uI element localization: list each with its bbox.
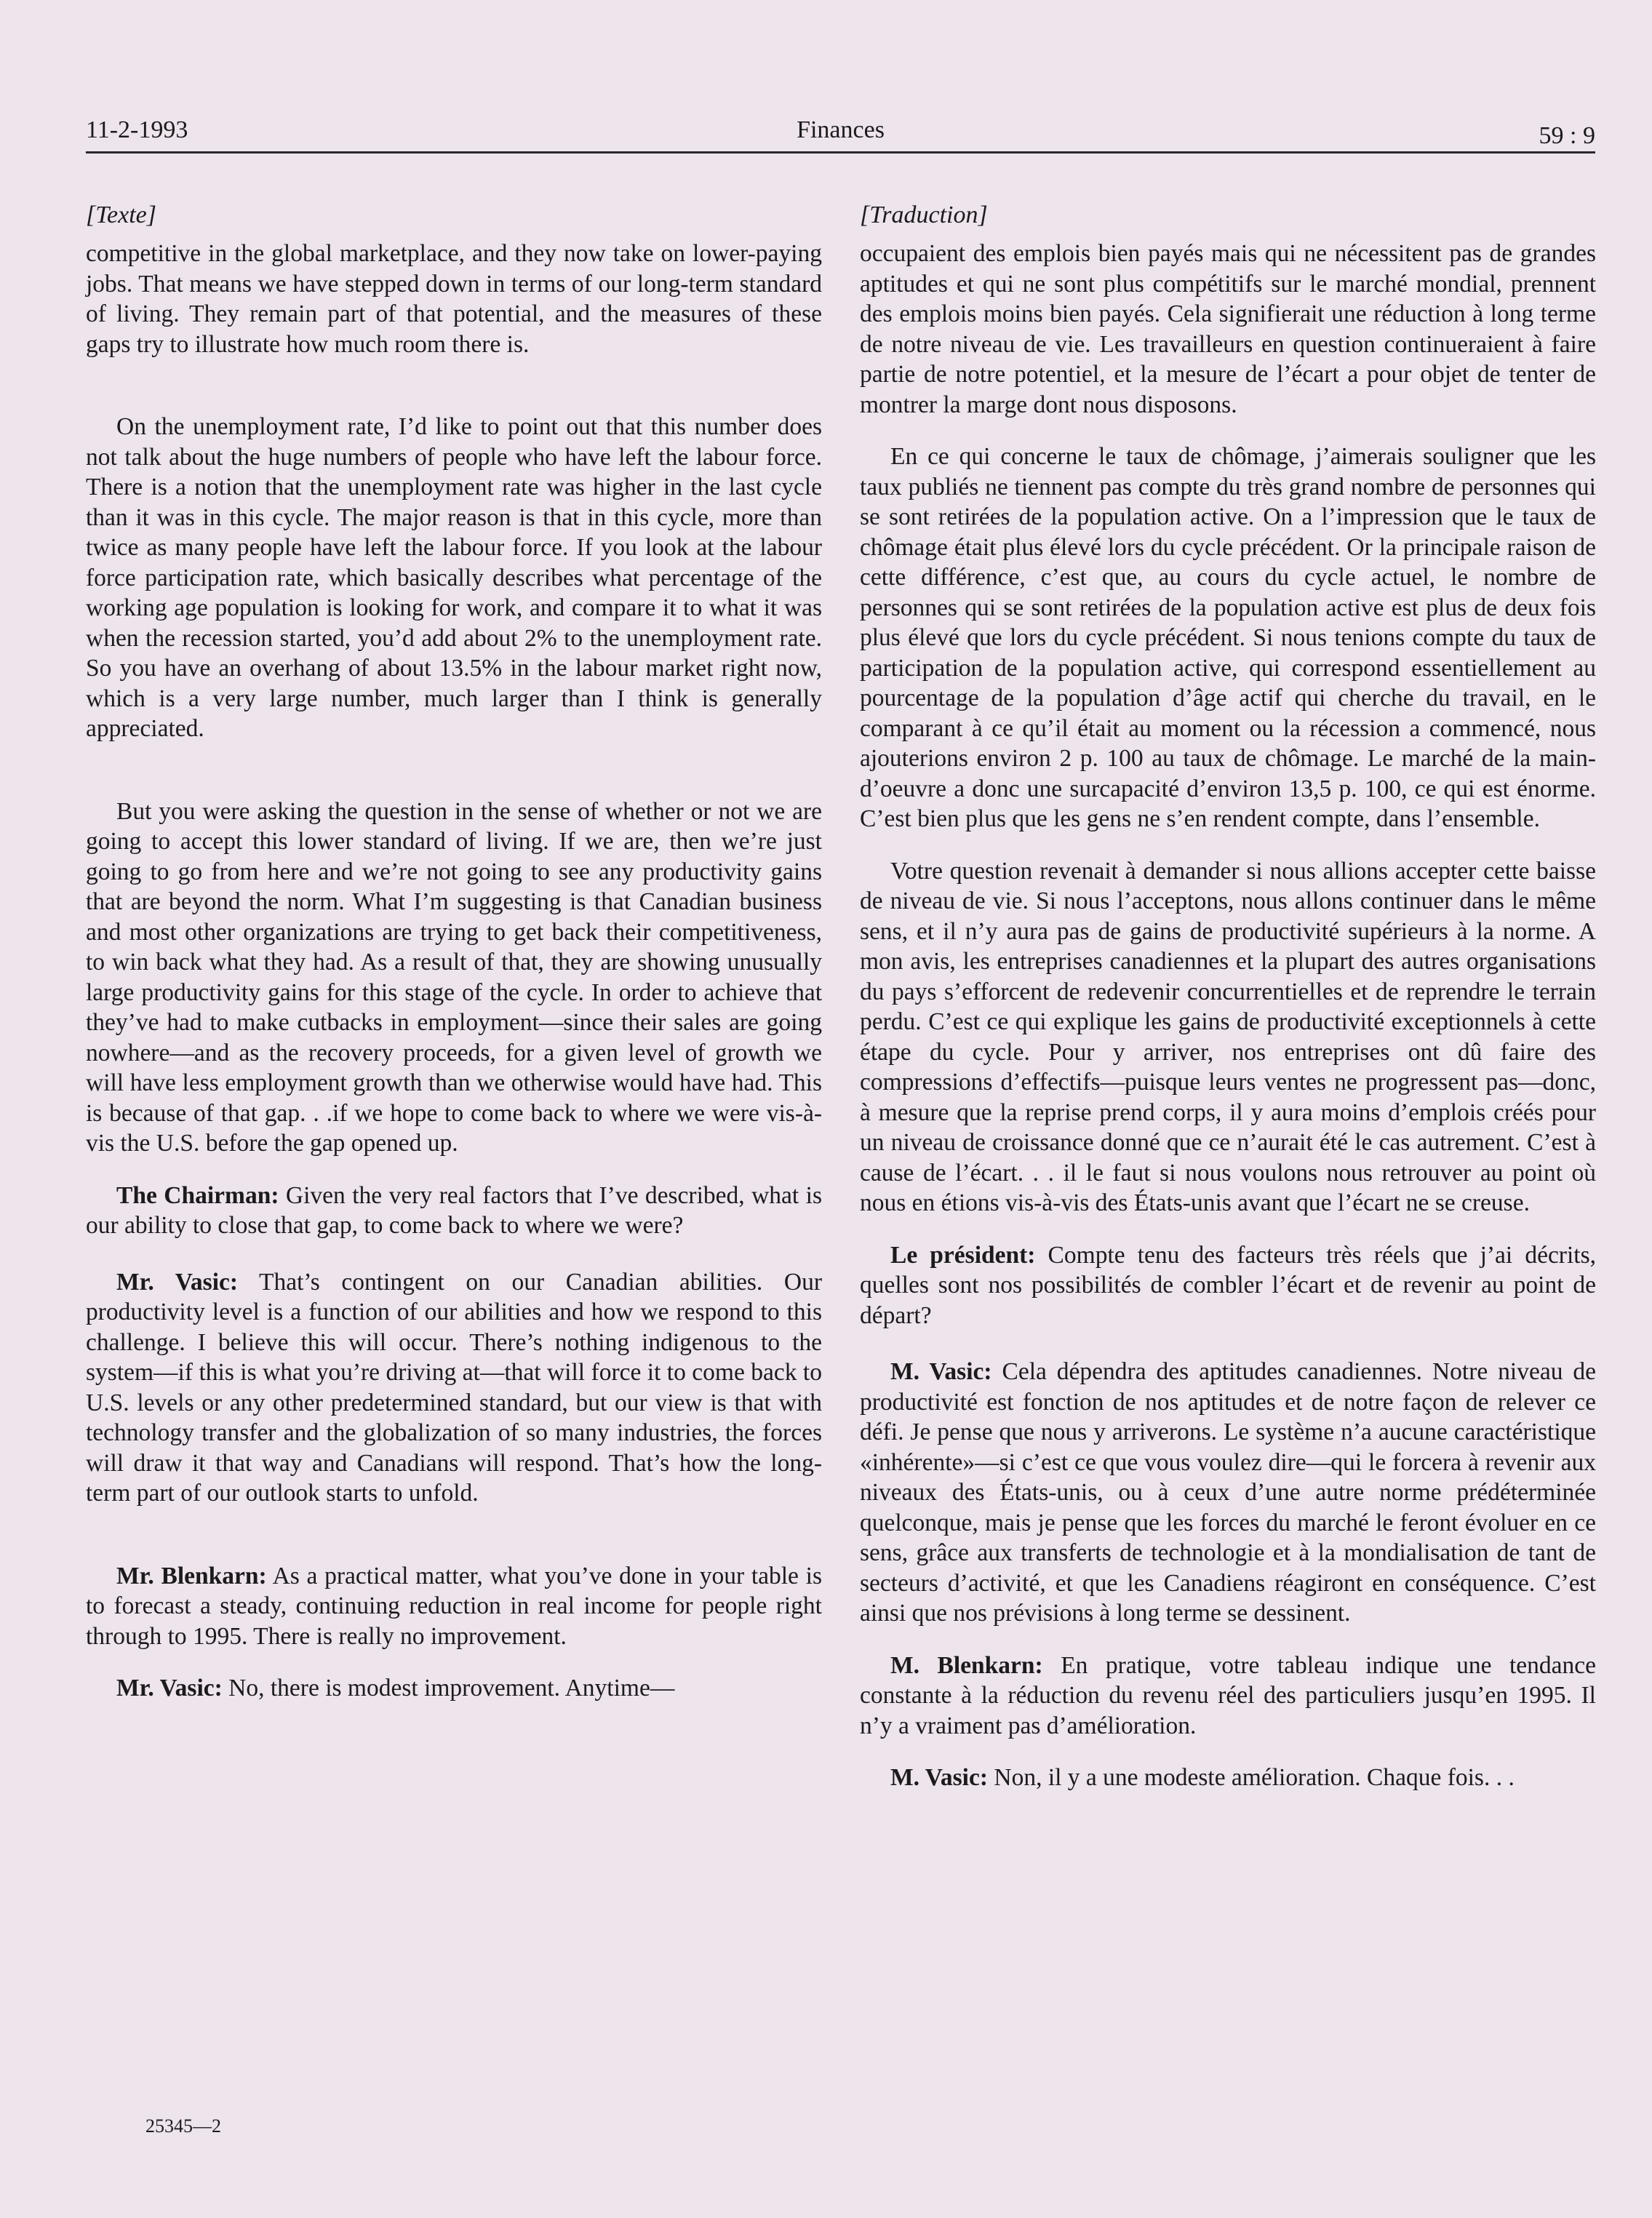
paragraph: But you were asking the question in the sense of whether or not we are going to accept this lower standard of living. If we are, then we’re just going to go from here and we’re not going to see any productivity gains that are beyond the norm. What I’m suggesting is that Canadian business and most other organizations are trying to get back their competitiveness, to win back what they had. As a result of that, they are showing unusually large productivity gains for this stage of the cycle. In order to achieve that they’ve had to make cutbacks in employment—since their sales are going nowhere—and as the recovery proceeds, for a given level of growth we will have less employment growth than we otherwise would have had. This is because of that gap. . .if we hope to come back to where we were vis-à-vis the U.S. before the gap opened up. (86, 797, 822, 1157)
speaker-paragraph (86, 1673, 822, 1704)
speaker-name: Mr. Vasic: (116, 1675, 223, 1702)
header-date: 11-2-1993 (86, 116, 188, 143)
speaker-name: M. Vasic: (890, 1358, 992, 1385)
paragraph: occupaient des emplois bien payés mais qui ne nécessitent pas de grandes aptitudes et qui ne sont plus compétitifs sur le marché mondial, prennent des emplois moins bien payés. Cela signifierait une réduction à long terme de notre niveau de vie. Les travailleurs en question continueraient à faire partie de notre potentiel, et la mesure de l’écart a pour objet de tenter de montrer la marge dont nous disposons. (860, 240, 1596, 418)
speech-text: Compte tenu des facteurs très réels que j’ai décrits, quelles sont nos possibilités de combler l’écart et de revenir au point de départ? (860, 1241, 1596, 1329)
speaker-paragraph (860, 1240, 1596, 1331)
paragraph: Votre question revenait à demander si nous allions accepter cette baisse de niveau de vie. Si nous l’acceptons, nous allons continuer dans le même sens, et il n’y aura pas de gains de productivité supérieurs à la norme. A mon avis, les entreprises canadiennes et la plupart des autres organisations du pays s’efforcent de redevenir concurrentielles et de reprendre le terrain perdu. C’est ce qui explique les gains de productivité exceptionnels à cette étape du cycle. Pour y arriver, nos entreprises ont dû faire des compressions d’effectifs—puisque leurs ventes ne progressent pas—donc, à mesure que la reprise prend corps, il y aura moins d’emplois créés pour un niveau de croissance donné que ce n’aurait été le cas autrement. C’est à cause de l’écart. . . il le faut si nous voulons nous retrouver au point où nous en étions vis-à-vis des États-unis avant que l’écart ne se creuse. (860, 857, 1596, 1216)
speaker-paragraph (86, 1181, 822, 1241)
speaker-paragraph (860, 1357, 1596, 1629)
speaker-name: Mr. Vasic: (116, 1268, 239, 1296)
speaker-name: The Chairman: (116, 1181, 279, 1209)
translation-label: [Traduction] (860, 202, 988, 228)
speaker-name: M. Blenkarn: (890, 1651, 1043, 1679)
page-header (86, 116, 1595, 153)
paragraph: competitive in the global marketplace, and they now take on lower-paying jobs. That means we have stepped down in terms of our long-term standard of living. They remain part of that potential, and the measures of these gaps try to illustrate how much room there is. (86, 240, 822, 358)
speech-text: As a practical matter, what you’ve done in your table is to forecast a steady, continuing reduction in real income for people right through to 1995. There is really no improvement. (86, 1562, 822, 1650)
english-column (86, 198, 822, 1704)
paragraph: On the unemployment rate, I’d like to point out that this number does not talk about the huge numbers of people who have left the labour force. There is a notion that the unemployment rate was higher in the last cycle than it was in this cycle. The major reason is that in this cycle, more than twice as many people have left the labour force. If you look at the labour force participation rate, which basically describes what percentage of the working age population is looking for work, and compare it to what it was when the recession started, you’d add about 2% to the unemployment rate. So you have an overhang of about 13.5% in the labour market right now, which is a very large number, much larger than I think is generally appreciated. (86, 413, 822, 742)
french-column (860, 198, 1596, 1793)
header-page-number: 59 : 9 (1539, 122, 1595, 149)
text-label: [Texte] (86, 202, 156, 228)
speech-text: Non, il y a une modeste amélioration. Chaque fois. . . (988, 1764, 1515, 1791)
header-title: Finances (797, 116, 885, 143)
speaker-name: Le président: (890, 1241, 1036, 1269)
speech-text: No, there is modest improvement. Anytime— (222, 1675, 675, 1702)
speaker-name: M. Vasic: (890, 1764, 988, 1791)
speaker-paragraph (86, 1561, 822, 1652)
speech-text: En pratique, votre tableau indique une tendance constante à la réduction du revenu réel des particuliers jusqu’en 1995. Il n’y a vraiment pas d’amélioration. (860, 1651, 1596, 1739)
paragraph: En ce qui concerne le taux de chômage, j’aimerais souligner que les taux publiés ne tiennent pas compte du très grand nombre de personnes qui se sont retirées de la population active. On a l’impression que le taux de chômage était plus élevé lors du cycle précédent. Or la principale raison de cette différence, c’est que, au cours du cycle actuel, le nombre de personnes qui se sont retirées de la population active est plus de deux fois plus élevé que lors du cycle précédent. Si nous tenions compte du taux de participation de la population active, qui correspond essentiellement au pourcentage de la population d’âge actif qui cherche du travail, en le comparant à ce qu’il était au moment ou la récession a commencé, nous ajouterions environ 2 p. 100 au taux de chômage. Le marché de la main-d’oeuvre a donc une surcapacité d’environ 13,5 p. 100, ce qui est énorme. C’est bien plus que les gens ne s’en rendent compte, dans l’ensemble. (860, 443, 1596, 832)
speaker-paragraph (860, 1651, 1596, 1742)
speech-text: Cela dépendra des aptitudes canadiennes. Notre niveau de productivité est fonction de nos aptitudes et de notre façon de relever ce défi. Je pense que nous y arriverons. Le système n’a aucune caractéristique «inhérente»—si c’est ce que vous voulez dire—qui le forcera à revenir aux niveaux des États-unis, ou à ceux d’une autre norme prédéterminée quelconque, mais je pense que les forces du marché le feront évoluer en ce sens, grâce aux transferts de technologie et à la mondialisation de tant de secteurs d’activité, et que les Canadiens réagiront en conséquence. C’est ainsi que nos prévisions à long terme se dessinent. (860, 1358, 1596, 1627)
speech-text: That’s contingent on our Canadian abilities. Our productivity level is a function of our abilities and how we respond to this challenge. I believe this will occur. There’s nothing indigenous to the system—if this is what you’re driving at—that will force it to come back to U.S. levels or any other predetermined standard, but our view is that with technology transfer and the globalization of so many industries, the forces will draw it that way and Canadians will respond. That’s how the long-term part of our outlook starts to unfold. (86, 1268, 822, 1507)
speech-text: Given the very real factors that I’ve described, what is our ability to close that gap, to come back to where we were? (86, 1181, 822, 1239)
printer-code: 25345—2 (145, 2115, 221, 2137)
speaker-name: Mr. Blenkarn: (116, 1562, 267, 1589)
speaker-paragraph (860, 1763, 1596, 1793)
speaker-paragraph (86, 1267, 822, 1509)
